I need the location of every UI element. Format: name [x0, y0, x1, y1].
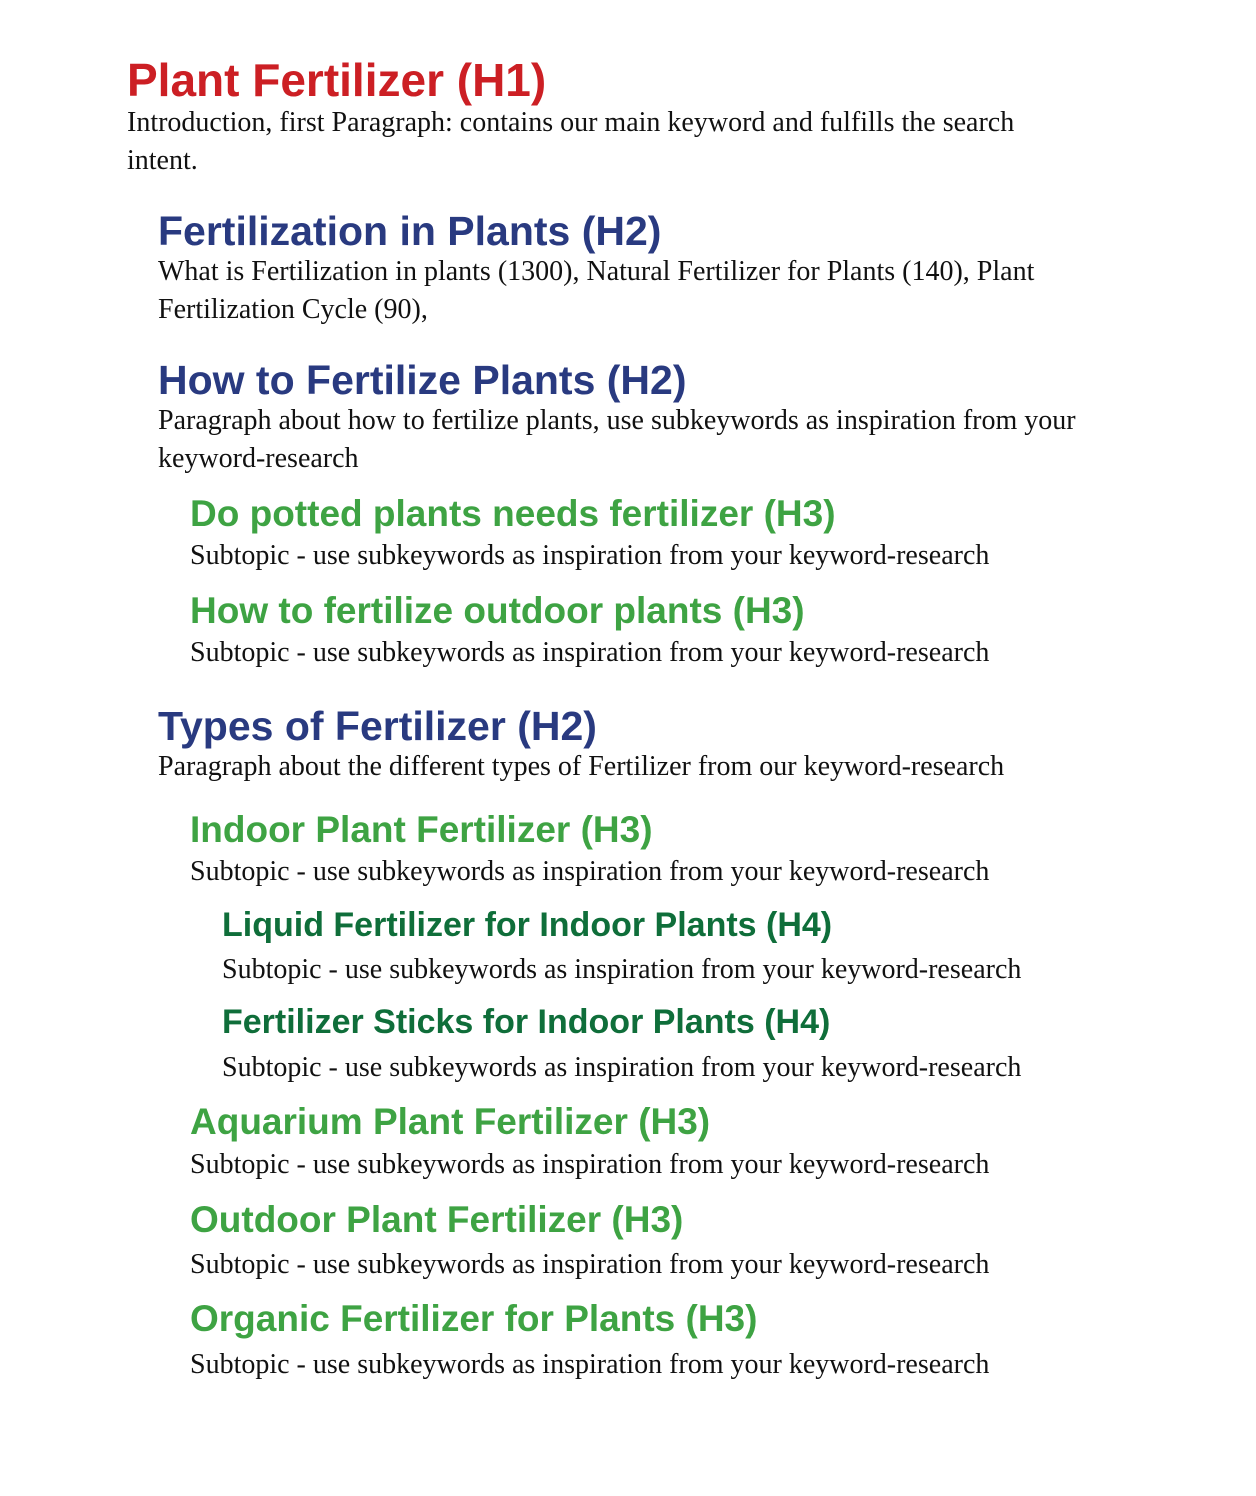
h2-heading-how-to-fertilize-plants: How to Fertilize Plants (H2)	[158, 357, 687, 403]
h4-heading-liquid-fertilizer: Liquid Fertilizer for Indoor Plants (H4)	[222, 906, 833, 944]
h3-paragraph-outdoor-plant-fertilizer: Subtopic - use subkeywords as inspiration from your keyword-research	[190, 1249, 990, 1280]
h3-paragraph-aquarium-plant-fertilizer: Subtopic - use subkeywords as inspiration from your keyword-research	[190, 1149, 990, 1180]
h2-paragraph-fertilization-in-plants: What is Fertilization in plants (1300), Natural Fertilizer for Plants (140), Plant Fertilization Cycle (90),	[158, 256, 1035, 325]
h3-heading-aquarium-plant-fertilizer: Aquarium Plant Fertilizer (H3)	[190, 1101, 711, 1142]
h3-paragraph-indoor-plant-fertilizer: Subtopic - use subkeywords as inspiration from your keyword-research	[190, 856, 990, 887]
h4-paragraph-fertilizer-sticks: Subtopic - use subkeywords as inspiration from your keyword-research	[222, 1052, 1022, 1083]
h3-heading-outdoor-plant-fertilizer: Outdoor Plant Fertilizer (H3)	[190, 1199, 684, 1240]
h3-heading-indoor-plant-fertilizer: Indoor Plant Fertilizer (H3)	[190, 809, 653, 850]
h3-heading-potted-plants: Do potted plants needs fertilizer (H3)	[190, 493, 836, 534]
h2-paragraph-how-to-fertilize-plants: Paragraph about how to fertilize plants, use subkeywords as inspiration from your keyword-research	[158, 405, 1076, 474]
h2-heading-fertilization-in-plants: Fertilization in Plants (H2)	[158, 208, 662, 254]
h3-paragraph-outdoor-plants: Subtopic - use subkeywords as inspiration from your keyword-research	[190, 637, 990, 668]
h2-heading-types-of-fertilizer: Types of Fertilizer (H2)	[158, 703, 597, 749]
h3-heading-organic-fertilizer: Organic Fertilizer for Plants (H3)	[190, 1298, 758, 1339]
h3-paragraph-potted-plants: Subtopic - use subkeywords as inspiration from your keyword-research	[190, 540, 990, 571]
h4-heading-fertilizer-sticks: Fertilizer Sticks for Indoor Plants (H4)	[222, 1003, 831, 1041]
h1-heading: Plant Fertilizer (H1)	[127, 54, 547, 106]
h2-paragraph-types-of-fertilizer: Paragraph about the different types of Fertilizer from our keyword-research	[158, 751, 1005, 782]
h4-paragraph-liquid-fertilizer: Subtopic - use subkeywords as inspiration from your keyword-research	[222, 954, 1022, 985]
h3-heading-outdoor-plants: How to fertilize outdoor plants (H3)	[190, 590, 805, 631]
h3-paragraph-organic-fertilizer: Subtopic - use subkeywords as inspiration from your keyword-research	[190, 1349, 990, 1380]
h1-intro-paragraph: Introduction, first Paragraph: contains our main keyword and fulfills the search intent.	[127, 107, 1015, 176]
